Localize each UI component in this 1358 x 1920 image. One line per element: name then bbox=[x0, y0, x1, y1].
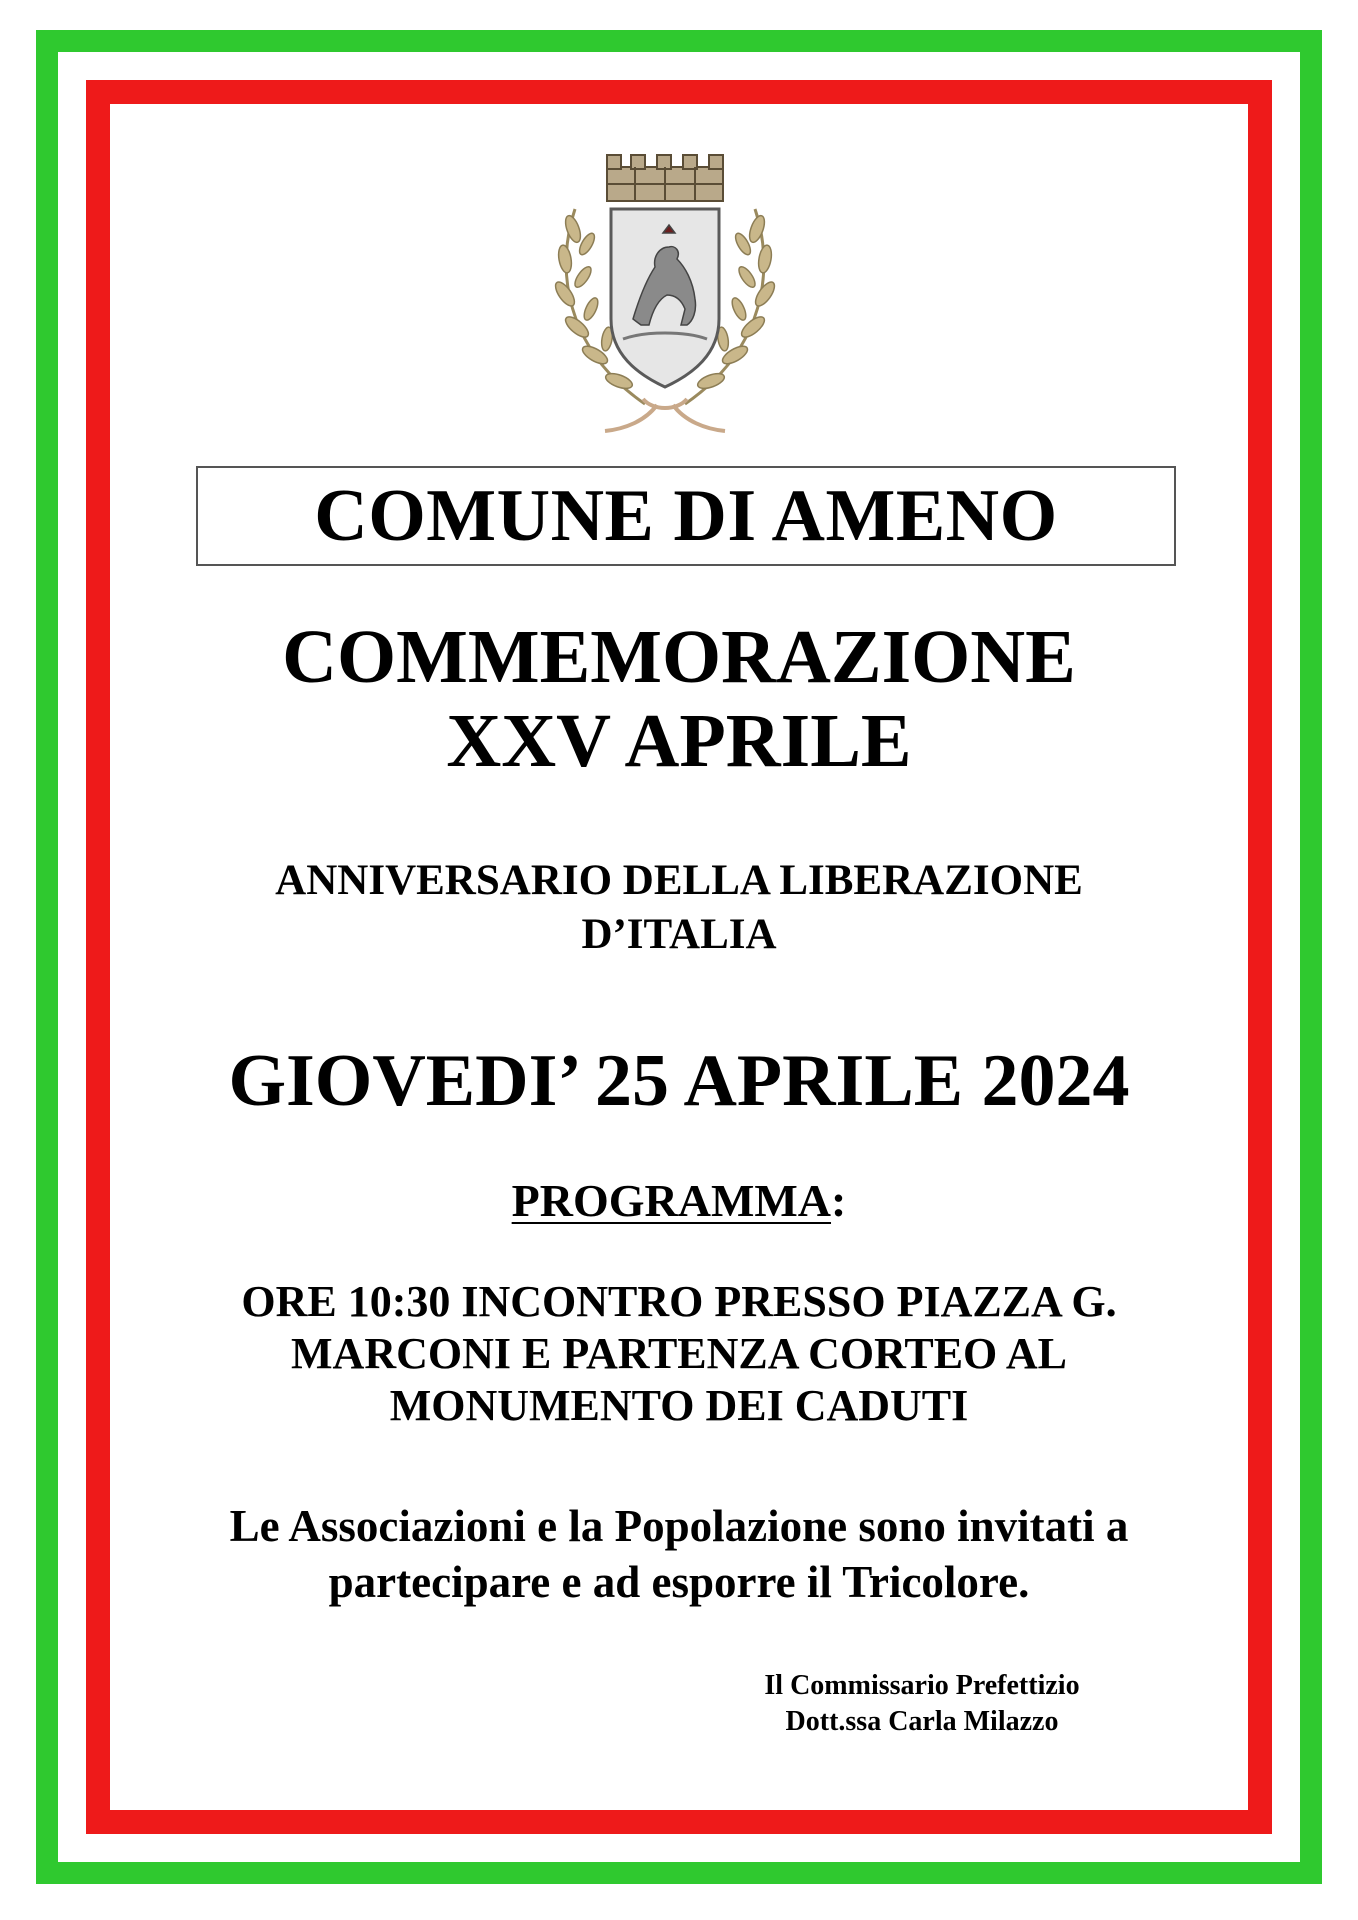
event-heading-line-1: COMMEMORAZIONE bbox=[282, 615, 1076, 699]
signature-role: Il Commissario Prefettizio bbox=[764, 1670, 1080, 1701]
program-line-1: ORE 10:30 INCONTRO PRESSO PIAZZA G. bbox=[241, 1277, 1117, 1326]
poster-content bbox=[110, 104, 1248, 1810]
municipality-title: COMUNE DI AMENO bbox=[314, 474, 1058, 557]
program-line-3: MONUMENTO DEI CADUTI bbox=[389, 1381, 969, 1430]
signature-name: Dott.ssa Carla Milazzo bbox=[785, 1706, 1059, 1737]
program-line-2: MARCONI E PARTENZA CORTEO AL bbox=[291, 1329, 1067, 1378]
municipal-coat-of-arms-icon bbox=[535, 149, 795, 439]
event-heading-line-2: XXV APRILE bbox=[446, 699, 912, 783]
program-label: PROGRAMMA bbox=[511, 1175, 832, 1226]
title-box bbox=[196, 466, 1176, 566]
invitation-line-2: partecipare e ad esporre il Tricolore. bbox=[328, 1557, 1030, 1607]
subheading-line-2: D’ITALIA bbox=[581, 911, 777, 958]
program-heading bbox=[110, 1172, 1248, 1230]
subheading-line-1: ANNIVERSARIO DELLA LIBERAZIONE bbox=[275, 857, 1083, 904]
invitation-line-1: Le Associazioni e la Popolazione sono invitati a bbox=[229, 1501, 1129, 1551]
program-colon: : bbox=[831, 1175, 847, 1226]
event-date: GIOVEDI’ 25 APRILE 2024 bbox=[228, 1040, 1130, 1122]
